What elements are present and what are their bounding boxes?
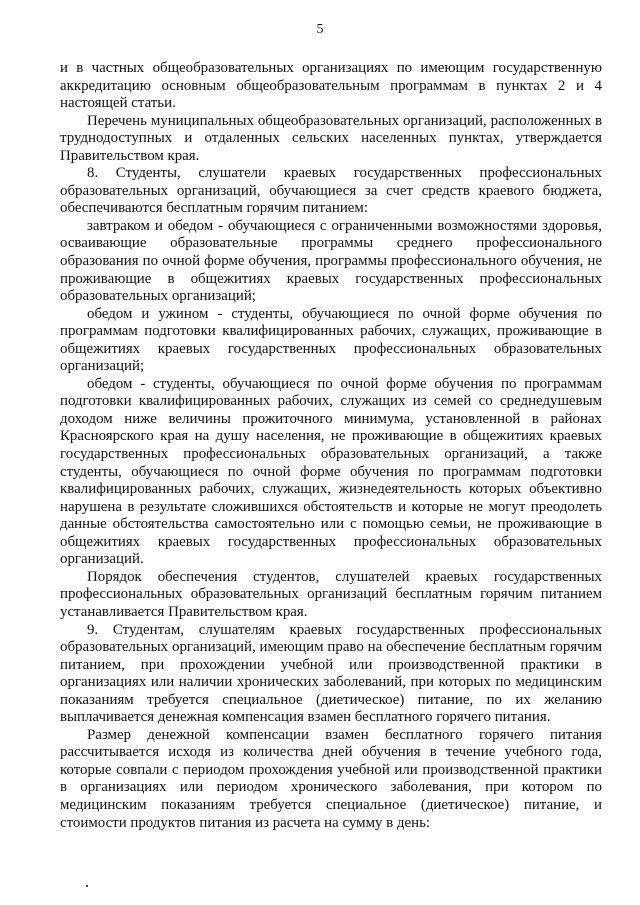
document-body [60,60,602,832]
paragraph-continuation: и в частных общеобразовательных организациях по имеющим государственную аккредитацию основным общеобразовательным программам в пунктах 2 и 4 настоящей статьи. [60,60,602,112]
paragraph-item-9: 9. Студентам, слушателям краевых государственных профессиональных образовательных организаций, имеющим право на обеспечение бесплатным горячим питанием, при прохождении учебной или производственной практики в организациях или наличии хронических заболеваний, при которых по медицинским показаниям требуется специальное (диетическое) питание, по их желанию выплачивается денежная компенсация взамен бесплатного горячего питания. [60,621,602,726]
paragraph-lunch-dinner: обедом и ужином - студенты, обучающиеся по очной форме обучения по программам подготовки квалифицированных рабочих, служащих, проживающие в общежитиях краевых государственных профессиональных образовательных организаций; [60,305,602,375]
paragraph-item-8: 8. Студенты, слушатели краевых государственных профессиональных образовательных организаций, обучающиеся за счет средств краевого бюджета, обеспечиваются бесплатным горячим питанием: [60,165,602,217]
paragraph-lunch: обедом - студенты, обучающиеся по очной форме обучения по программам подготовки квалифицированных рабочих, служащих из семей со среднедушевым доходом ниже величины прожиточного минимума, установленной в районах Красноярского края на душу населения, не проживающие в общежитиях краевых государственных профессиональных образовательных организаций, а также студенты, обучающиеся по очной форме обучения по программам подготовки квалифицированных рабочих, служащих, жизнедеятельность которых объективно нарушена в результате сложившихся обстоятельств и которые не могут преодолеть данные обстоятельства самостоятельно или с помощью семьи, не проживающие в общежитиях краевых государственных профессиональных образовательных организаций. [60,375,602,568]
page-number: 5 [316,22,324,37]
paragraph-compensation: Размер денежной компенсации взамен бесплатного горячего питания рассчитывается исходя из количества дней обучения в течение учебного года, которые совпали с периодом прохождения учебной или производственной практики в организациях или периодом хронического заболевания, при котором по медицинским показаниям требуется специальное (диетическое) питание, и стоимости продуктов питания из расчета на сумму в день: [60,726,602,831]
paragraph: Перечень муниципальных общеобразовательных организаций, расположенных в труднодоступных и отдаленных сельских населенных пунктах, утверждается Правительством края. [60,112,602,164]
paragraph-breakfast-lunch: завтраком и обедом - обучающиеся с ограниченными возможностями здоровья, осваивающие образовательные программы среднего профессионального образования по очной форме обучения, программы профессионального обучения, не проживающие в общежитиях краевых государственных профессиональных образовательных организаций; [60,217,602,305]
scan-speck [86,885,88,887]
paragraph-procedure: Порядок обеспечения студентов, слушателей краевых государственных профессиональных образовательных организаций бесплатным горячим питанием устанавливается Правительством края. [60,568,602,620]
